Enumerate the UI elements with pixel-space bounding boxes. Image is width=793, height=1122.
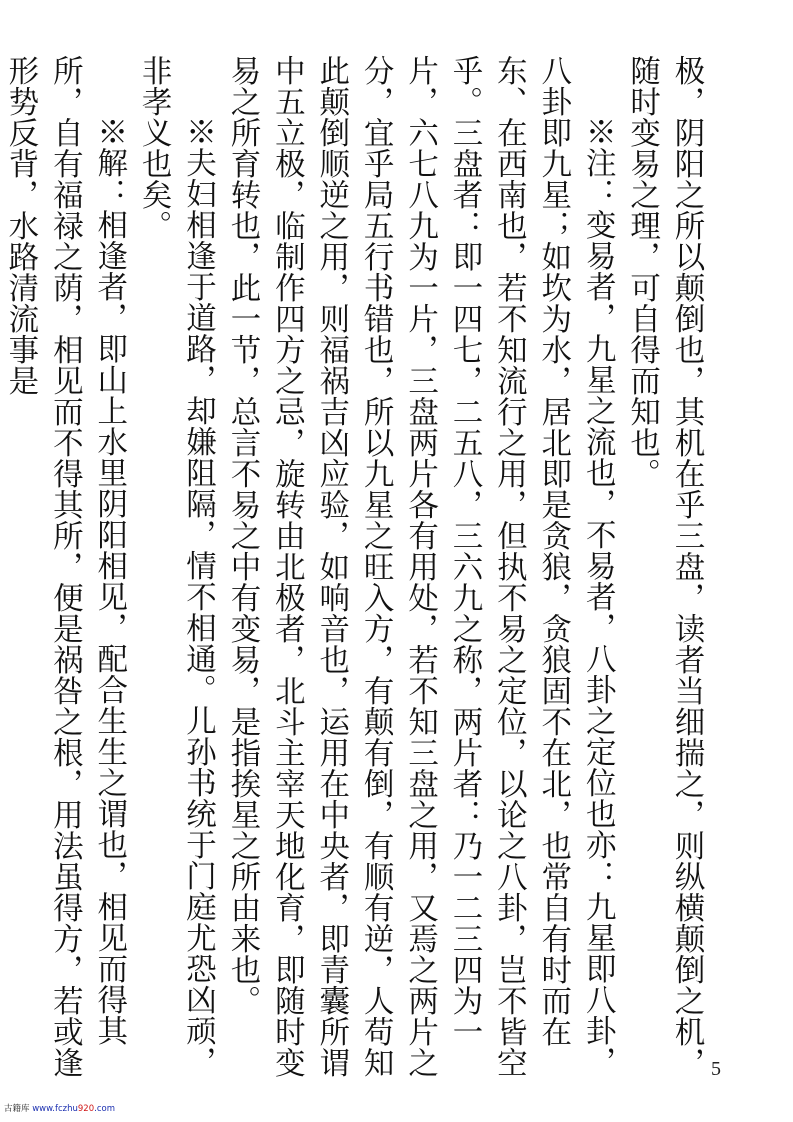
footer-watermark xyxy=(4,1102,115,1114)
footer-url-prefix: www.fczhu xyxy=(32,1104,78,1114)
paragraph-1: 极，阴阳之所以颠倒也，其机在乎三盘，读者当细揣之，则纵横颠倒之机，随时变易之理，可自得而知也。 xyxy=(624,55,704,1078)
footer-site-name: 古籍库 xyxy=(4,1104,33,1114)
footer-url-highlight: 920 xyxy=(77,1104,95,1114)
footer-url-suffix: .com xyxy=(94,1104,115,1114)
page-number: 5 xyxy=(711,1058,721,1080)
footer-url[interactable] xyxy=(32,1104,115,1114)
paragraph-2-note: ※注：变易者，九星之流也，不易者，八卦之定位也亦：九星即八卦，八卦即九星；如坎为水，居北即是贪狼，贪狼固不在北，也常自有时而在东、在西南也，若不知流行之用，但执不易之定位，以论之八卦，岂不皆空乎。三盘者：即一四七，二五八，三六九之称，两片者：乃一二三四为一片，六七八九为一片，三盘两片各有用处，若不知三盘之用，又焉之两片之分，宜乎局五行书错也，所以九星之旺入方，有颠有倒，有顺有逆，人苟知此颠倒顺逆之用，则福祸吉凶应验，如响音也，运用在中央者，即青囊所谓中五立极，临制作四方之忌，旋转由北极者，北斗主宰天地化育，即随时变易之所育转也，此一节，总言不易之中有变易，是指挨星之所由来也。 xyxy=(224,55,616,1078)
vertical-text-body xyxy=(2,55,708,1095)
paragraph-3-verse: ※夫妇相逢于道路，却嫌阻隔，情不相通。儿孙书统于门庭尤恐凶顽，非孝义也矣。 xyxy=(136,55,216,1077)
paragraph-4-explanation: ※解：相逢者，即山上水里阴阳相见，配合生生之谓也，相见而得其所，自有福禄之荫，相见而不得其所，便是祸咎之根，用法虽得方，若或逢形势反背，水路清流事是 xyxy=(2,55,127,1078)
